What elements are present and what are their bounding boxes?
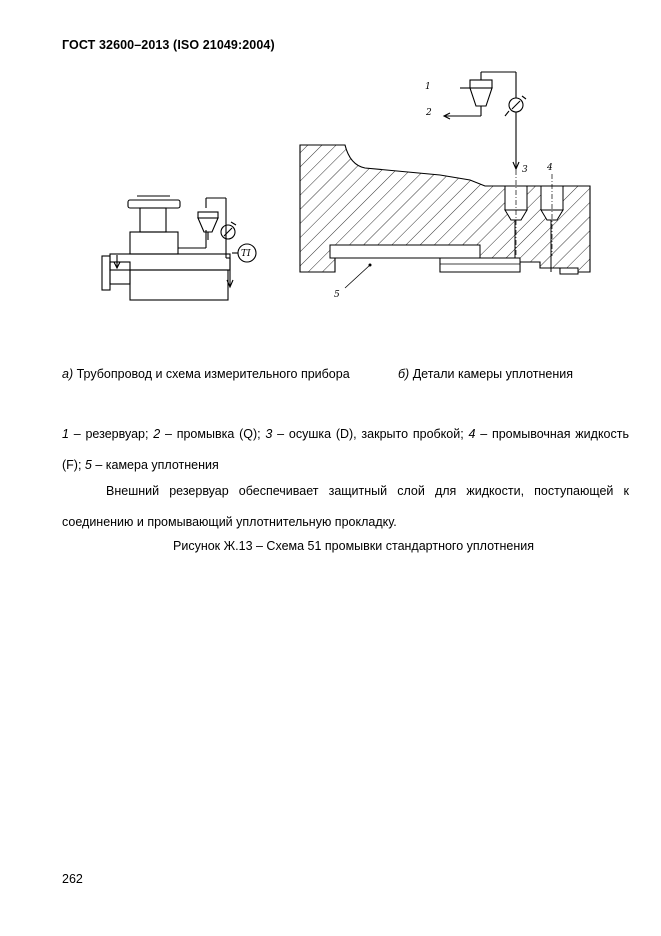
legend-num-5: 5 — [84, 458, 92, 472]
legend-num-2: 2 — [153, 427, 161, 441]
legend-text-2: – промывка (Q); — [160, 427, 266, 441]
caption-b — [398, 359, 573, 390]
callout-1: 1 — [425, 82, 431, 92]
callout-4: 4 — [547, 163, 553, 173]
legend-num-4: 4 — [468, 427, 476, 441]
legend-num-1: 1 — [62, 427, 69, 441]
callout-3: 3 — [522, 165, 528, 175]
caption-b-letter: б) — [398, 367, 410, 381]
caption-a-letter: а) — [62, 367, 74, 381]
pipeline-sketch — [102, 196, 256, 300]
callout-5: 5 — [334, 290, 340, 300]
caption-a — [62, 359, 352, 390]
legend-num-3: 3 — [265, 427, 273, 441]
figure-caption: Рисунок Ж.13 – Схема 51 промывки стандартного уплотнения — [173, 539, 534, 553]
figure-legend — [62, 419, 629, 481]
legend-text-4: – промывочная жидкость (F); — [62, 427, 629, 472]
caption-b-text: Детали камеры уплотнения — [412, 367, 573, 381]
callout-2: 2 — [426, 108, 432, 118]
body-paragraph: Внешний резервуар обеспечивает защитный слой для жидкости, поступающей к соединению и промывающий уплотнительную прокладку. — [62, 484, 629, 529]
gauge-ti-label: TI — [241, 249, 251, 259]
flush-piping — [444, 72, 526, 169]
legend-text-5: – камера уплотнения — [91, 458, 219, 472]
legend-text-1: – резервуар; — [68, 427, 154, 441]
seal-flush-diagram — [0, 0, 661, 340]
document-header: ГОСТ 32600–2013 (ISO 21049:2004) — [62, 38, 275, 52]
page-number: 262 — [62, 872, 83, 886]
legend-text-3: – осушка (D), закрыто пробкой; — [272, 427, 469, 441]
caption-a-text: Трубопровод и схема измерительного прибора — [76, 367, 350, 381]
